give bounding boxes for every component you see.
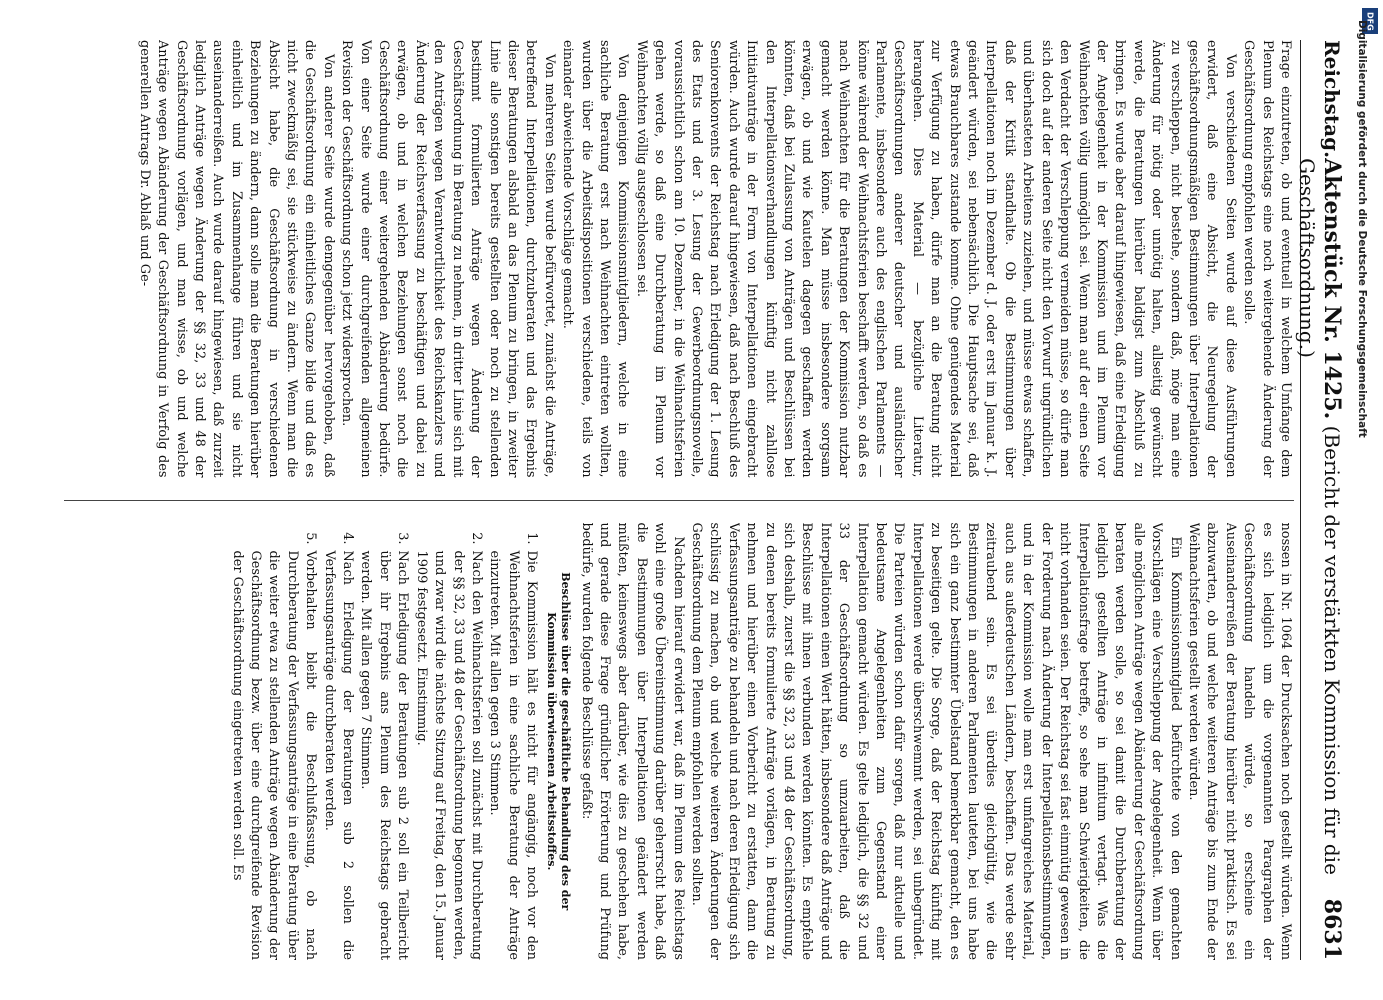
item-text: Nach den Weihnachtsferien soll zunächst mit Durchberatung der §§ 32, 33 und 48 der Geschäftsordnung begonnen werden, und zwar wird die nächste Sitzung auf Freitag, den 15. Januar 1909 festgesetzt. Einstimmig. bbox=[413, 550, 484, 960]
column-divider bbox=[64, 500, 1294, 501]
header-number: 1425. bbox=[1319, 350, 1345, 420]
paragraph: Frage einzutreten, ob und eventuell in welchem Umfange dem Plenum des Reichstags eine noch weitergehende Änderung der Geschäftsordnung empfohlen werden solle. bbox=[1241, 40, 1293, 478]
item-number: 4. bbox=[340, 532, 356, 545]
item-number: 3. bbox=[395, 532, 411, 545]
item-text: Vorbehalten bleibt die Beschlußfassung, ob nach Durchberatung der Verfassungsanträge in eine Beratung über die weiter etwa zu stellenden Anträge wegen Abänderung der Geschäftsordnung bezw. über eine durchgreifende Revision der Geschäftsordnung eingetreten werden soll. Es bbox=[229, 550, 319, 960]
page-header bbox=[1295, 40, 1345, 960]
paragraph: Von anderer Seite wurde demgegenüber hervorgehoben, daß die Geschäftsordnung ein einheitliches Ganze bilde und daß es nicht zweckmäßig sei, sie stückweise zu ändern. Wenn man die Absicht habe, die Geschäftsordnung in verschiedenen Beziehungen zu ändern, dann solle man die Beratungen hierüber einheitlich und im Zusammenhange führen und sie nicht auseinanderreißen. Auch wurde darauf hingewiesen, daß zurzeit lediglich Anträge wegen Änderung der §§ 32, 33 und 48 der Geschäftsordnung vorlägen, und man wisse, ob und welche Anträge wegen Abänderung der Geschäftsordnung in Verfolg des generellen Antrags Dr. Ablaß und Ge- bbox=[136, 40, 336, 478]
dfg-logo-icon: DFG bbox=[1362, 8, 1378, 34]
list-item bbox=[411, 523, 485, 961]
right-column bbox=[64, 523, 1294, 961]
paragraph: Nachdem hierauf erwidert war, daß im Plenum des Reichstags wohl eine große Übereinstimmung darüber geherrscht habe, daß die Bestimmungen über Interpellationen geändert werden müßten, keineswegs aber darüber, wie dies zu geschehen habe, und gerade diese Frage gründlicher Erörterung und Prüfung bedürfe, wurden folgende Beschlüsse gefaßt: bbox=[578, 522, 686, 960]
item-text: Nach Erledigung der Beratungen sub 2 sollen die Verfassungsanträge durchberaten werden. bbox=[321, 550, 356, 960]
header-prefix: Aktenstück Nr. bbox=[1319, 158, 1345, 343]
item-text: Die Kommission hält es nicht für angängig, noch vor den Weihnachtsferien in eine sachliche Beratung der Anträge einzutreten. Mit allen gegen 3 Stimmen. bbox=[487, 550, 540, 960]
page-number: 8631 bbox=[1319, 898, 1345, 960]
item-number: 2. bbox=[468, 532, 484, 545]
list-item bbox=[485, 523, 540, 961]
list-item bbox=[227, 523, 319, 961]
item-text: Nach Erledigung der Beratungen sub 2 soll ein Teilbericht über ihr Ergebnis ans Plenum des Reichstags gebracht werden. Mit allen gegen 7 Stimmen. bbox=[358, 550, 411, 960]
document-page bbox=[55, 30, 1345, 970]
header-left: Reichstag. bbox=[1320, 40, 1344, 159]
paragraph: Von mehreren Seiten wurde befürwortet, zunächst die Anträge, betreffend Interpellationen, durchzuberaten und das Ergebnis dieser Beratungen alsbald an das Plenum zu bringen, in zweiter Linie alle sonstigen bereits gestellten oder noch zu stellenden bestimmt formulierten Anträge wegen Änderung der Geschäftsordnung in Beratung zu nehmen, in dritter Linie sich mit den Anträgen wegen Verantwortlichkeit des Reichskanzlers und Änderung der Reichsverfassung zu beschäftigen und dabei zu erwägen, ob und in welchen Beziehungen sonst noch die Geschäftsordnung einer weitergehenden Abänderung bedürfe. Von einer Seite wurde einer durchgreifenden allgemeinen Revision der Geschäftsordnung schon jetzt widersprochen. bbox=[339, 40, 557, 478]
paragraph: Von verschiedenen Seiten wurde auf diese Ausführungen erwidert, daß eine Absicht, die Neuregelung der geschäftsordnungsmäßigen Bestimmungen über Interpellationen zu verschleppen, nicht bestehe, sondern daß, möge man eine Änderung für nötig oder unnötig halten, allseitig gewünscht werde, die Beratungen hierüber baldigst zum Abschluß zu bringen. Es wurde aber darauf hingewiesen, daß eine Erledigung der Angelegenheit in der Kommission und im Plenum vor Weihnachten völlig unmöglich sei. Wenn man auf der einen Seite den Verdacht der Verschleppung vermeiden müsse, so dürfe man sich doch auf der anderen Seite nicht den Vorwurf ungründlichen und überhasteten Arbeitens zuziehen, und müsse etwas schaffen, daß der Kritik standhalte. Ob die Bestimmungen über Interpellationen noch im Dezember d. J. oder erst im Januar k. J. geändert würden, sei nebensächlich. Die Hauptsache sei, daß etwas Brauchbares zustande komme. Ohne genügendes Material zur Verfügung zu haben, dürfe man an die Beratung nicht herangehen. Dies Material — bezügliche Literatur, Geschäftsordnungen anderer deutscher und ausländischer Parlamente, insbesondere auch des englischen Parlaments — könne während der Weihnachtsferien beschafft werden, so daß es nach Weihnachten für die Beratungen der Kommission nutzbar gemacht werden könne. Man müsse insbesondere sorgsam erwägen, ob und wie Kautelen dagegen geschaffen werden könnten, daß bei Zulassung von Anträgen und Beschlüssen bei den Interpellationsverhandlungen künftig nicht zahllose Initiativanträge in der Form von Interpellationen eingebracht würden. Auch wurde darauf hingewiesen, daß nach Beschluß des Seniorenkonvents der Reichstag nach Erledigung der 1. Lesung des Etats und der 3. Lesung der Gewerbeordnungsnovelle, voraussichtlich schon am 10. Dezember, in die Weihnachtsferien gehen werde, so daß eine Durchberatung im Plenum vor Weihnachten völlig ausgeschlossen sei. bbox=[633, 40, 1238, 478]
text-columns bbox=[64, 40, 1294, 960]
list-item bbox=[356, 523, 411, 961]
paragraph: Von denjenigen Kommissionsmitgliedern, welche in eine sachliche Beratung erst nach Weihnachten eintreten wollten, wurden über die Arbeitsdispositionen verschiedene, teils von einander abweichende Vorschläge gemacht. bbox=[560, 40, 631, 478]
header-suffix: (Bericht der verstärkten Kommission für die Geschäftsordnung.) bbox=[1295, 158, 1344, 875]
digitization-note-text: Digitalisierung gefördert durch die Deutsche Forschungsgemeinschaft bbox=[1356, 20, 1368, 438]
paragraph: nossen in Nr. 1064 der Drucksachen noch gestellt würden. Wenn es sich lediglich um die vorgenannten Paragraphen der Geschäftsordnung handeln würde, so erscheine ein Auseinanderreißen der Beratung hierüber nicht praktisch. Es sei abzuwarten, ob und welche weiteren Anträge bis zum Ende der Weihnachtsferien gestellt werden würden. bbox=[1185, 522, 1293, 960]
left-column bbox=[64, 40, 1294, 478]
resolution-title: Beschlüsse über die geschäftliche Behandlung des der Kommission überwiesenen Arbeitsstoffes. bbox=[545, 572, 573, 911]
header-title bbox=[1295, 158, 1345, 899]
digitization-note bbox=[1352, 20, 1376, 980]
paragraph: Ein Kommissionsmitglied befürchtete von den gemachten Vorschlägen eine Verschleppung der Angelegenheit. Wenn über alle möglichen Anträge wegen Abänderung der Geschäftsordnung beraten werden solle, so sei damit die Durchberatung der lediglich gestellten Anträge in infinitum vertagt. Was die Interpellationsfrage betreffe, so sehe man Schwierigkeiten, die nicht vorhanden seien. Der Reichstag sei fast einmütig gewesen in der Forderung nach Änderung der Interpellationsbestimmungen, und in der Kommission wolle man erst umfangreiches Material, auch aus außerdeutschen Ländern, beschaffen. Das werde sehr zeitraubend sein. Es sei überdies gleichgültig, wie die Bestimmungen in anderen Parlamenten lauteten, bei uns habe sich ein ganz bestimmter Übelstand bemerkbar gemacht, den es zu beseitigen gelte. Die Sorge, daß der Reichstag künftig mit Interpellationen werde überschwemmt werden, sei unbegründet. Die Parteien würden schon dafür sorgen, daß nur aktuelle und bedeutsame Angelegenheiten zum Gegenstand einer Interpellation gemacht würden. Es gelte lediglich, die §§ 32 und 33 der Geschäftsordnung so umzuarbeiten, daß die Interpellationen einen Wert hätten, insbesondere daß Anträge und Beschlüsse mit ihnen verbunden werden könnten. Es empfehle sich deshalb, zuerst die §§ 32, 33 und 48 der Geschäftsordnung, zu denen bereits formulierte Anträge vorlägen, in Beratung zu nehmen und hierüber einen Vorbericht zu erstatten, dann die Verfassungsanträge zu behandeln und nach deren Erledigung sich schlüssig zu machen, ob und welche weiteren Änderungen der Geschäftsordnung dem Plenum empfohlen werden sollten. bbox=[689, 522, 1183, 960]
list-item bbox=[319, 523, 356, 961]
item-number: 5. bbox=[303, 532, 319, 545]
item-number: 1. bbox=[524, 532, 540, 545]
